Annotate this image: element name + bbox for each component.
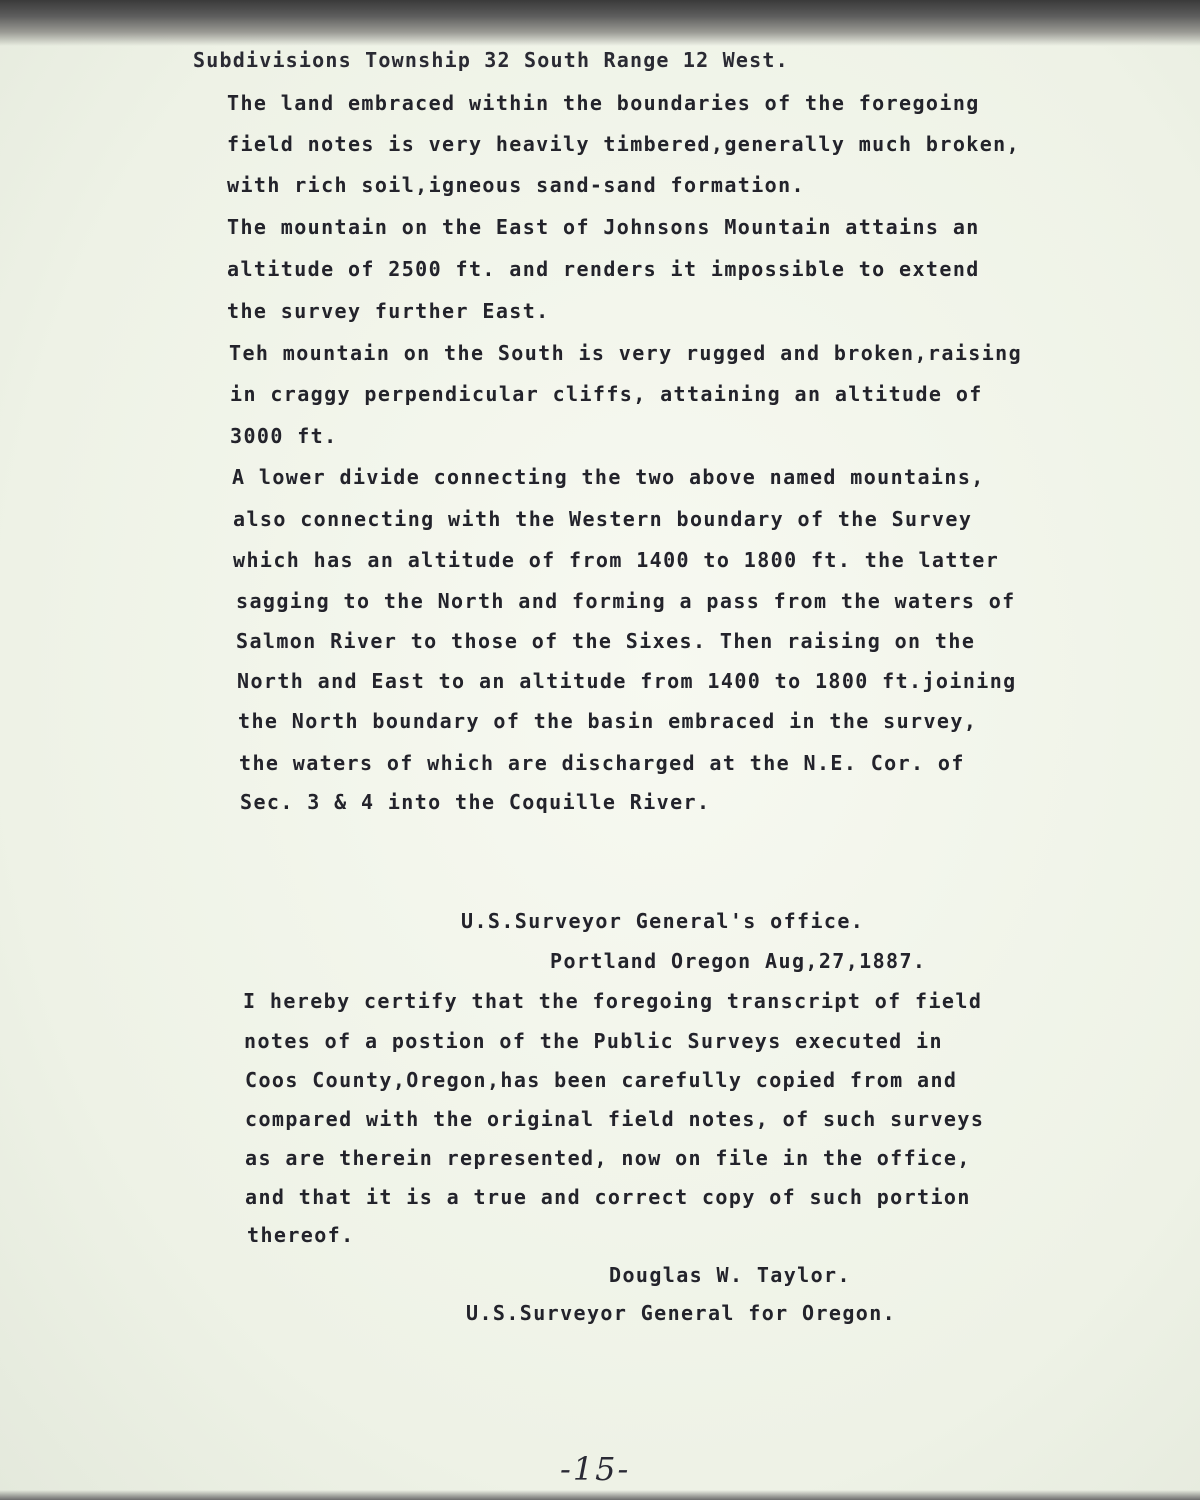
description-line: the North boundary of the basin embraced in the survey, [238,709,978,733]
description-line: altitude of 2500 ft. and renders it impossible to extend [227,257,980,281]
page-number: -15- [560,1450,631,1488]
description-line: also connecting with the Western boundary of the Survey [233,507,973,531]
certification-line: as are therein represented, now on file in the office, [245,1146,971,1170]
description-line: The land embraced within the boundaries of the foregoing [227,91,980,115]
signature-name: Douglas W. Taylor. [609,1263,851,1287]
description-line: field notes is very heavily timbered,generally much broken, [227,132,1021,156]
certification-line: compared with the original field notes, of such surveys [245,1107,985,1131]
description-line: The mountain on the East of Johnsons Mountain attains an [227,215,980,239]
scan-bottom-edge [0,1490,1200,1500]
description-line: in craggy perpendicular cliffs, attaining an altitude of [230,382,983,406]
certification-line: notes of a postion of the Public Surveys executed in [244,1029,943,1053]
scan-top-edge [0,0,1200,46]
office-name: U.S.Surveyor General's office. [461,909,865,933]
signature-title: U.S.Surveyor General for Oregon. [466,1301,897,1325]
certification-line: and that it is a true and correct copy of such portion [245,1185,971,1209]
description-line: Teh mountain on the South is very rugged and broken,raising [229,341,1023,365]
document-header: Subdivisions Township 32 South Range 12 West. [193,48,789,72]
description-line: Sec. 3 & 4 into the Coquille River. [240,790,711,814]
description-line: the waters of which are discharged at the N.E. Cor. of [239,751,965,775]
description-line: which has an altitude of from 1400 to 1800 ft. the latter [233,548,1000,572]
description-line: sagging to the North and forming a pass from the waters of [236,589,1016,613]
certification-line: I hereby certify that the foregoing transcript of field [243,989,983,1013]
description-line: 3000 ft. [230,424,338,448]
description-line: the survey further East. [227,299,550,323]
certification-line: Coos County,Oregon,has been carefully copied from and [245,1068,958,1092]
description-line: Salmon River to those of the Sixes. Then raising on the [236,629,976,653]
description-line: with rich soil,igneous sand-sand formation. [227,173,805,197]
office-date: Portland Oregon Aug,27,1887. [550,949,927,973]
description-line: A lower divide connecting the two above named mountains, [232,465,985,489]
description-line: North and East to an altitude from 1400 to 1800 ft.joining [237,669,1017,693]
certification-line: thereof. [247,1223,355,1247]
